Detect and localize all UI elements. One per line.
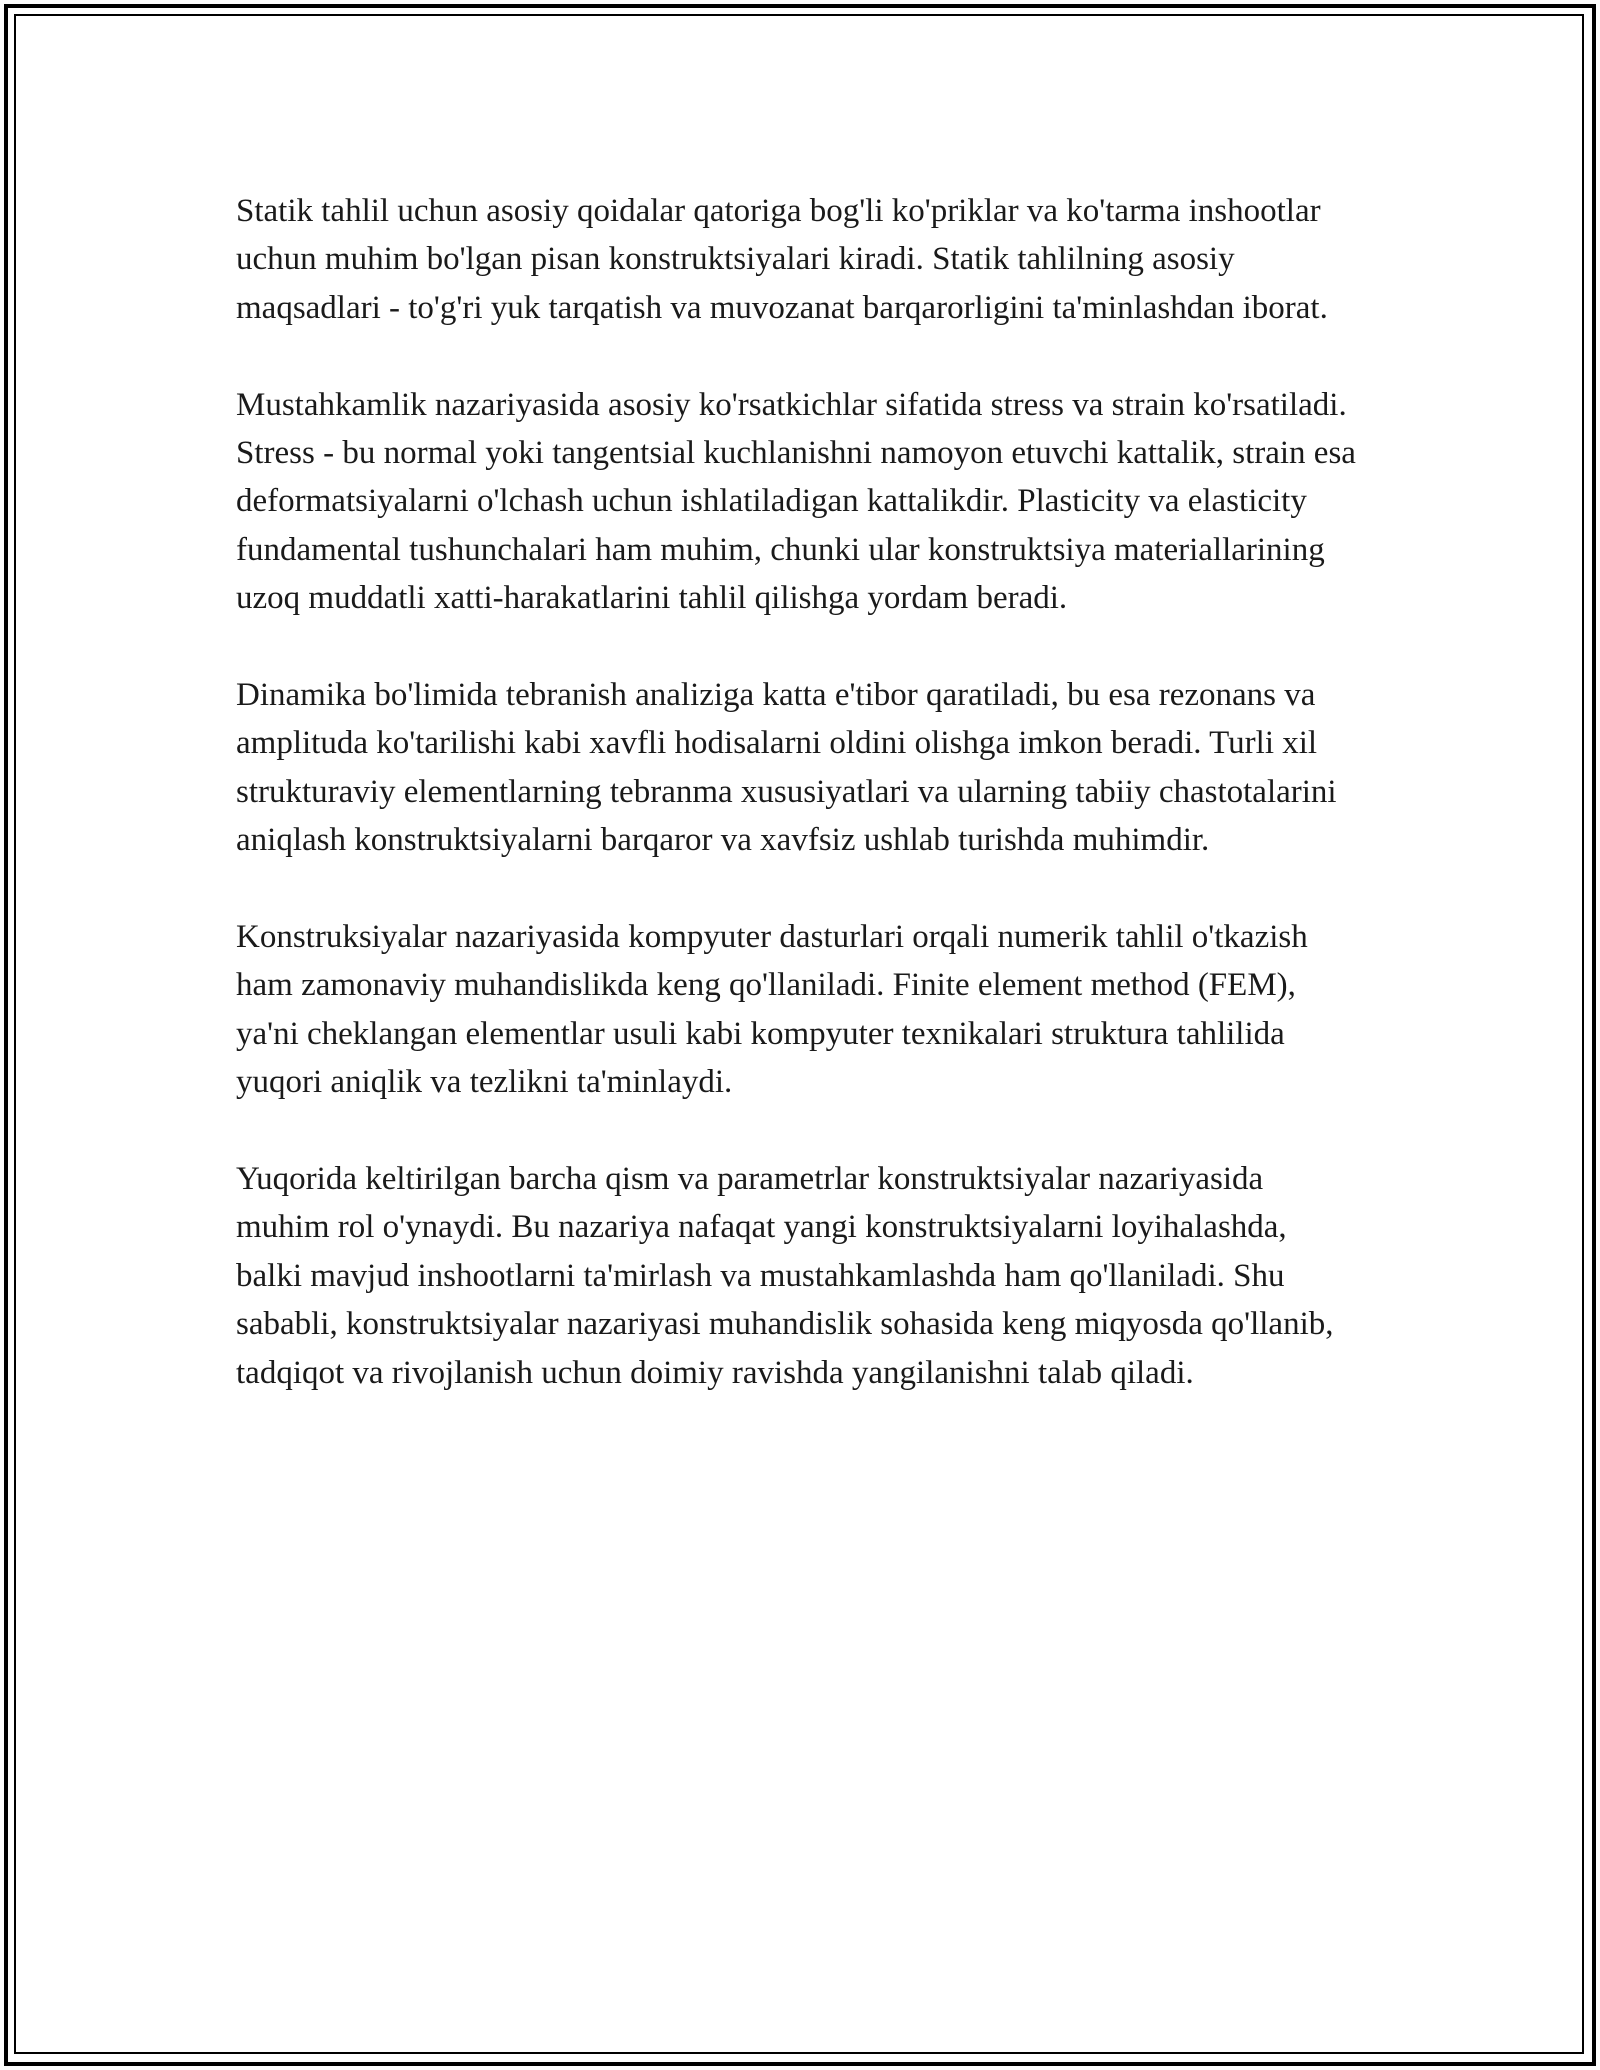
document-body	[236, 187, 1356, 1397]
paragraph-dinamika: Dinamika bo'limida tebranish analiziga katta e'tibor qaratiladi, bu esa rezonans va amplituda ko'tarilishi kabi xavfli hodisalarni oldini olishga imkon beradi. Turli xil strukturaviy elementlarning tebranma xususiyatlari va ularning tabiiy chastotalarini aniqlash konstruktsiyalarni barqaror va xavfsiz ushlab turishda muhimdir.	[236, 677, 1337, 859]
paragraph-numerik-tahlil: Konstruksiyalar nazariyasida kompyuter dasturlari orqali numerik tahlil o'tkazish ham zamonaviy muhandislikda keng qo'llaniladi. Finite element method (FEM), ya'ni cheklangan elementlar usuli kabi kompyuter texnikalari struktura tahlilida yuqori aniqlik va tezlikni ta'minlaydi.	[236, 919, 1308, 1101]
paragraph-statik-tahlil: Statik tahlil uchun asosiy qoidalar qatoriga bog'li ko'priklar va ko'tarma inshootlar uchun muhim bo'lgan pisan konstruktsiyalari kiradi. Statik tahlilning asosiy maqsadlari - to'g'ri yuk tarqatish va muvozanat barqarorligini ta'minlashdan iborat.	[236, 193, 1328, 326]
paragraph-mustahkamlik: Mustahkamlik nazariyasida asosiy ko'rsatkichlar sifatida stress va strain ko'rsatiladi. Stress - bu normal yoki tangentsial kuchlanishni namoyon etuvchi kattalik, strain esa deformatsiyalarni o'lchash uchun ishlatiladigan kattalikdir. Plasticity va elasticity fundamental tushunchalari ham muhim, chunki ular konstruktsiya materiallarining uzoq muddatli xatti-harakatlarini tahlil qilishga yordam beradi.	[236, 386, 1356, 617]
paragraph-xulosa: Yuqorida keltirilgan barcha qism va parametrlar konstruktsiyalar nazariyasida muhim rol o'ynaydi. Bu nazariya nafaqat yangi konstruktsiyalarni loyihalashda, balki mavjud inshootlarni ta'mirlash va mustahkamlashda ham qo'llaniladi. Shu sababli, konstruktsiyalar nazariyasi muhandislik sohasida keng miqyosda qo'llanib, tadqiqot va rivojlanish uchun doimiy ravishda yangilanishni talab qiladi.	[236, 1161, 1334, 1391]
